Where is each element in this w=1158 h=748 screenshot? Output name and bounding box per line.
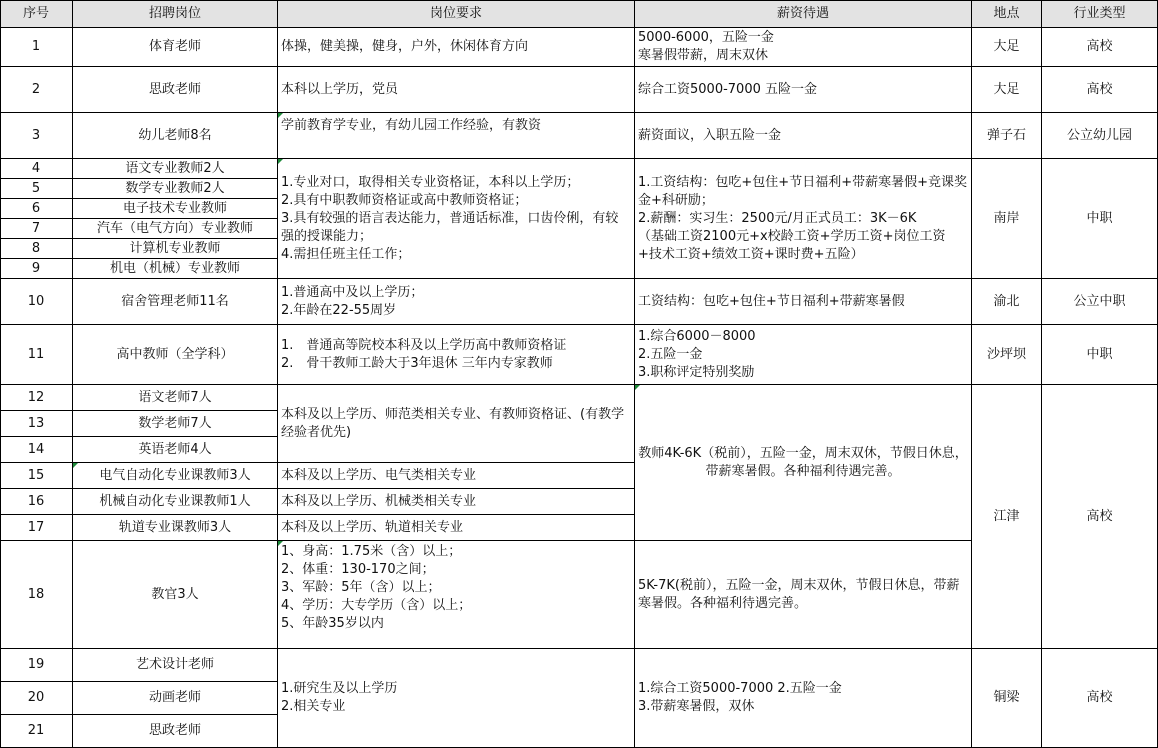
- position-cell: 数学老师7人: [73, 411, 278, 437]
- row-number: 3: [0, 113, 73, 159]
- industry-cell: 中职: [1042, 325, 1158, 385]
- location-cell: 南岸: [972, 159, 1042, 279]
- location-cell: 大足: [972, 28, 1042, 67]
- row-number: 13: [0, 411, 73, 437]
- requirement-cell: 本科及以上学历、机械类相关专业: [278, 489, 635, 515]
- salary-cell: 1.综合工资5000-7000 2.五险一金 3.带薪寒暑假，双休: [635, 649, 972, 748]
- position-cell: 电气自动化专业课教师3人: [73, 463, 278, 489]
- salary-cell: 综合工资5000-7000 五险一金: [635, 67, 972, 113]
- location-cell: 渝北: [972, 279, 1042, 325]
- location-cell: 大足: [972, 67, 1042, 113]
- industry-cell: 高校: [1042, 649, 1158, 748]
- row-number: 4: [0, 159, 73, 179]
- industry-cell: 公立中职: [1042, 279, 1158, 325]
- requirement-cell: 1.专业对口，取得相关专业资格证，本科以上学历； 2.具有中职教师资格证或高中教师资格证； 3.具有较强的语言表达能力，普通话标准，口齿伶俐，有较强的授课能力； 4.需担任班主任工作；: [278, 159, 635, 279]
- requirement-cell: 1. 普通高等院校本科及以上学历高中教师资格证 2. 骨干教师工龄大于3年退休 三年内专家教师: [278, 325, 635, 385]
- requirement-cell: 1.普通高中及以上学历； 2.年龄在22-55周岁: [278, 279, 635, 325]
- requirement-cell: 1.研究生及以上学历 2.相关专业: [278, 649, 635, 748]
- row-number: 11: [0, 325, 73, 385]
- position-cell: 思政老师: [73, 67, 278, 113]
- position-cell: 语文专业教师2人: [73, 159, 278, 179]
- position-cell: 动画老师: [73, 682, 278, 715]
- row-number: 15: [0, 463, 73, 489]
- row-number: 18: [0, 541, 73, 649]
- requirement-cell: 1、身高：1.75米（含）以上； 2、体重：130-170之间； 3、军龄：5年（含）以上； 4、学历：大专学历（含）以上； 5、年龄35岁以内: [278, 541, 635, 649]
- position-cell: 数学专业教师2人: [73, 179, 278, 199]
- row-number: 1: [0, 28, 73, 67]
- requirement-cell: 体操，健美操，健身，户外，休闲体育方向: [278, 28, 635, 67]
- row-number: 19: [0, 649, 73, 682]
- position-cell: 幼儿老师8名: [73, 113, 278, 159]
- header-position: 招聘岗位: [73, 0, 278, 28]
- header-industry: 行业类型: [1042, 0, 1158, 28]
- requirement-cell: 本科以上学历，党员: [278, 67, 635, 113]
- row-number: 14: [0, 437, 73, 463]
- requirement-cell: 本科及以上学历、电气类相关专业: [278, 463, 635, 489]
- requirement-cell: 本科及以上学历、轨道相关专业: [278, 515, 635, 541]
- position-cell: 高中教师（全学科）: [73, 325, 278, 385]
- position-cell: 机械自动化专业课教师1人: [73, 489, 278, 515]
- position-cell: 思政老师: [73, 715, 278, 748]
- row-number: 10: [0, 279, 73, 325]
- salary-cell: 工资结构：包吃+包住+节日福利+带薪寒暑假: [635, 279, 972, 325]
- row-number: 2: [0, 67, 73, 113]
- location-cell: 沙坪坝: [972, 325, 1042, 385]
- salary-cell: 1.综合6000－8000 2.五险一金 3.职称评定特别奖励: [635, 325, 972, 385]
- position-cell: 语文老师7人: [73, 385, 278, 411]
- row-number: 21: [0, 715, 73, 748]
- row-number: 8: [0, 239, 73, 259]
- industry-cell: 高校: [1042, 28, 1158, 67]
- row-number: 17: [0, 515, 73, 541]
- position-cell: 体育老师: [73, 28, 278, 67]
- row-number: 12: [0, 385, 73, 411]
- header-location: 地点: [972, 0, 1042, 28]
- position-cell: 宿舍管理老师11名: [73, 279, 278, 325]
- location-cell: 铜梁: [972, 649, 1042, 748]
- row-number: 9: [0, 259, 73, 279]
- position-cell: 汽车（电气方向）专业教师: [73, 219, 278, 239]
- position-cell: 教官3人: [73, 541, 278, 649]
- salary-cell: 5000-6000，五险一金 寒暑假带薪，周末双休: [635, 28, 972, 67]
- row-number: 6: [0, 199, 73, 219]
- industry-cell: 公立幼儿园: [1042, 113, 1158, 159]
- row-number: 16: [0, 489, 73, 515]
- position-cell: 英语老师4人: [73, 437, 278, 463]
- position-cell: 机电（机械）专业教师: [73, 259, 278, 279]
- row-number: 7: [0, 219, 73, 239]
- industry-cell: 高校: [1042, 385, 1158, 649]
- header-requirements: 岗位要求: [278, 0, 635, 28]
- industry-cell: 高校: [1042, 67, 1158, 113]
- industry-cell: 中职: [1042, 159, 1158, 279]
- salary-cell: 薪资面议，入职五险一金: [635, 113, 972, 159]
- salary-cell: 1.工资结构：包吃+包住+节日福利+带薪寒暑假+竞课奖金+科研励； 2.薪酬：实习生：2500元/月正式员工：3K－6K （基础工资2100元+x校龄工资+学历工资+岗位工资+技术工资+绩效工资+课时费+五险）: [635, 159, 972, 279]
- location-cell: 弹子石: [972, 113, 1042, 159]
- location-cell: 江津: [972, 385, 1042, 649]
- requirement-cell: 本科及以上学历、师范类相关专业、有教师资格证、(有教学经验者优先): [278, 385, 635, 463]
- salary-cell: 5K-7K(税前），五险一金，周末双休，节假日休息，带薪寒暑假。各种福利待遇完善。: [635, 541, 972, 649]
- position-cell: 艺术设计老师: [73, 649, 278, 682]
- salary-cell: 教师4K-6K（税前），五险一金，周末双休，节假日休息，带薪寒暑假。各种福利待遇完善。: [635, 385, 972, 541]
- position-cell: 电子技术专业教师: [73, 199, 278, 219]
- row-number: 5: [0, 179, 73, 199]
- position-cell: 轨道专业课教师3人: [73, 515, 278, 541]
- header-index: 序号: [0, 0, 73, 28]
- position-cell: 计算机专业教师: [73, 239, 278, 259]
- requirement-cell: 学前教育学专业，有幼儿园工作经验，有教资: [278, 113, 635, 159]
- row-number: 20: [0, 682, 73, 715]
- header-salary: 薪资待遇: [635, 0, 972, 28]
